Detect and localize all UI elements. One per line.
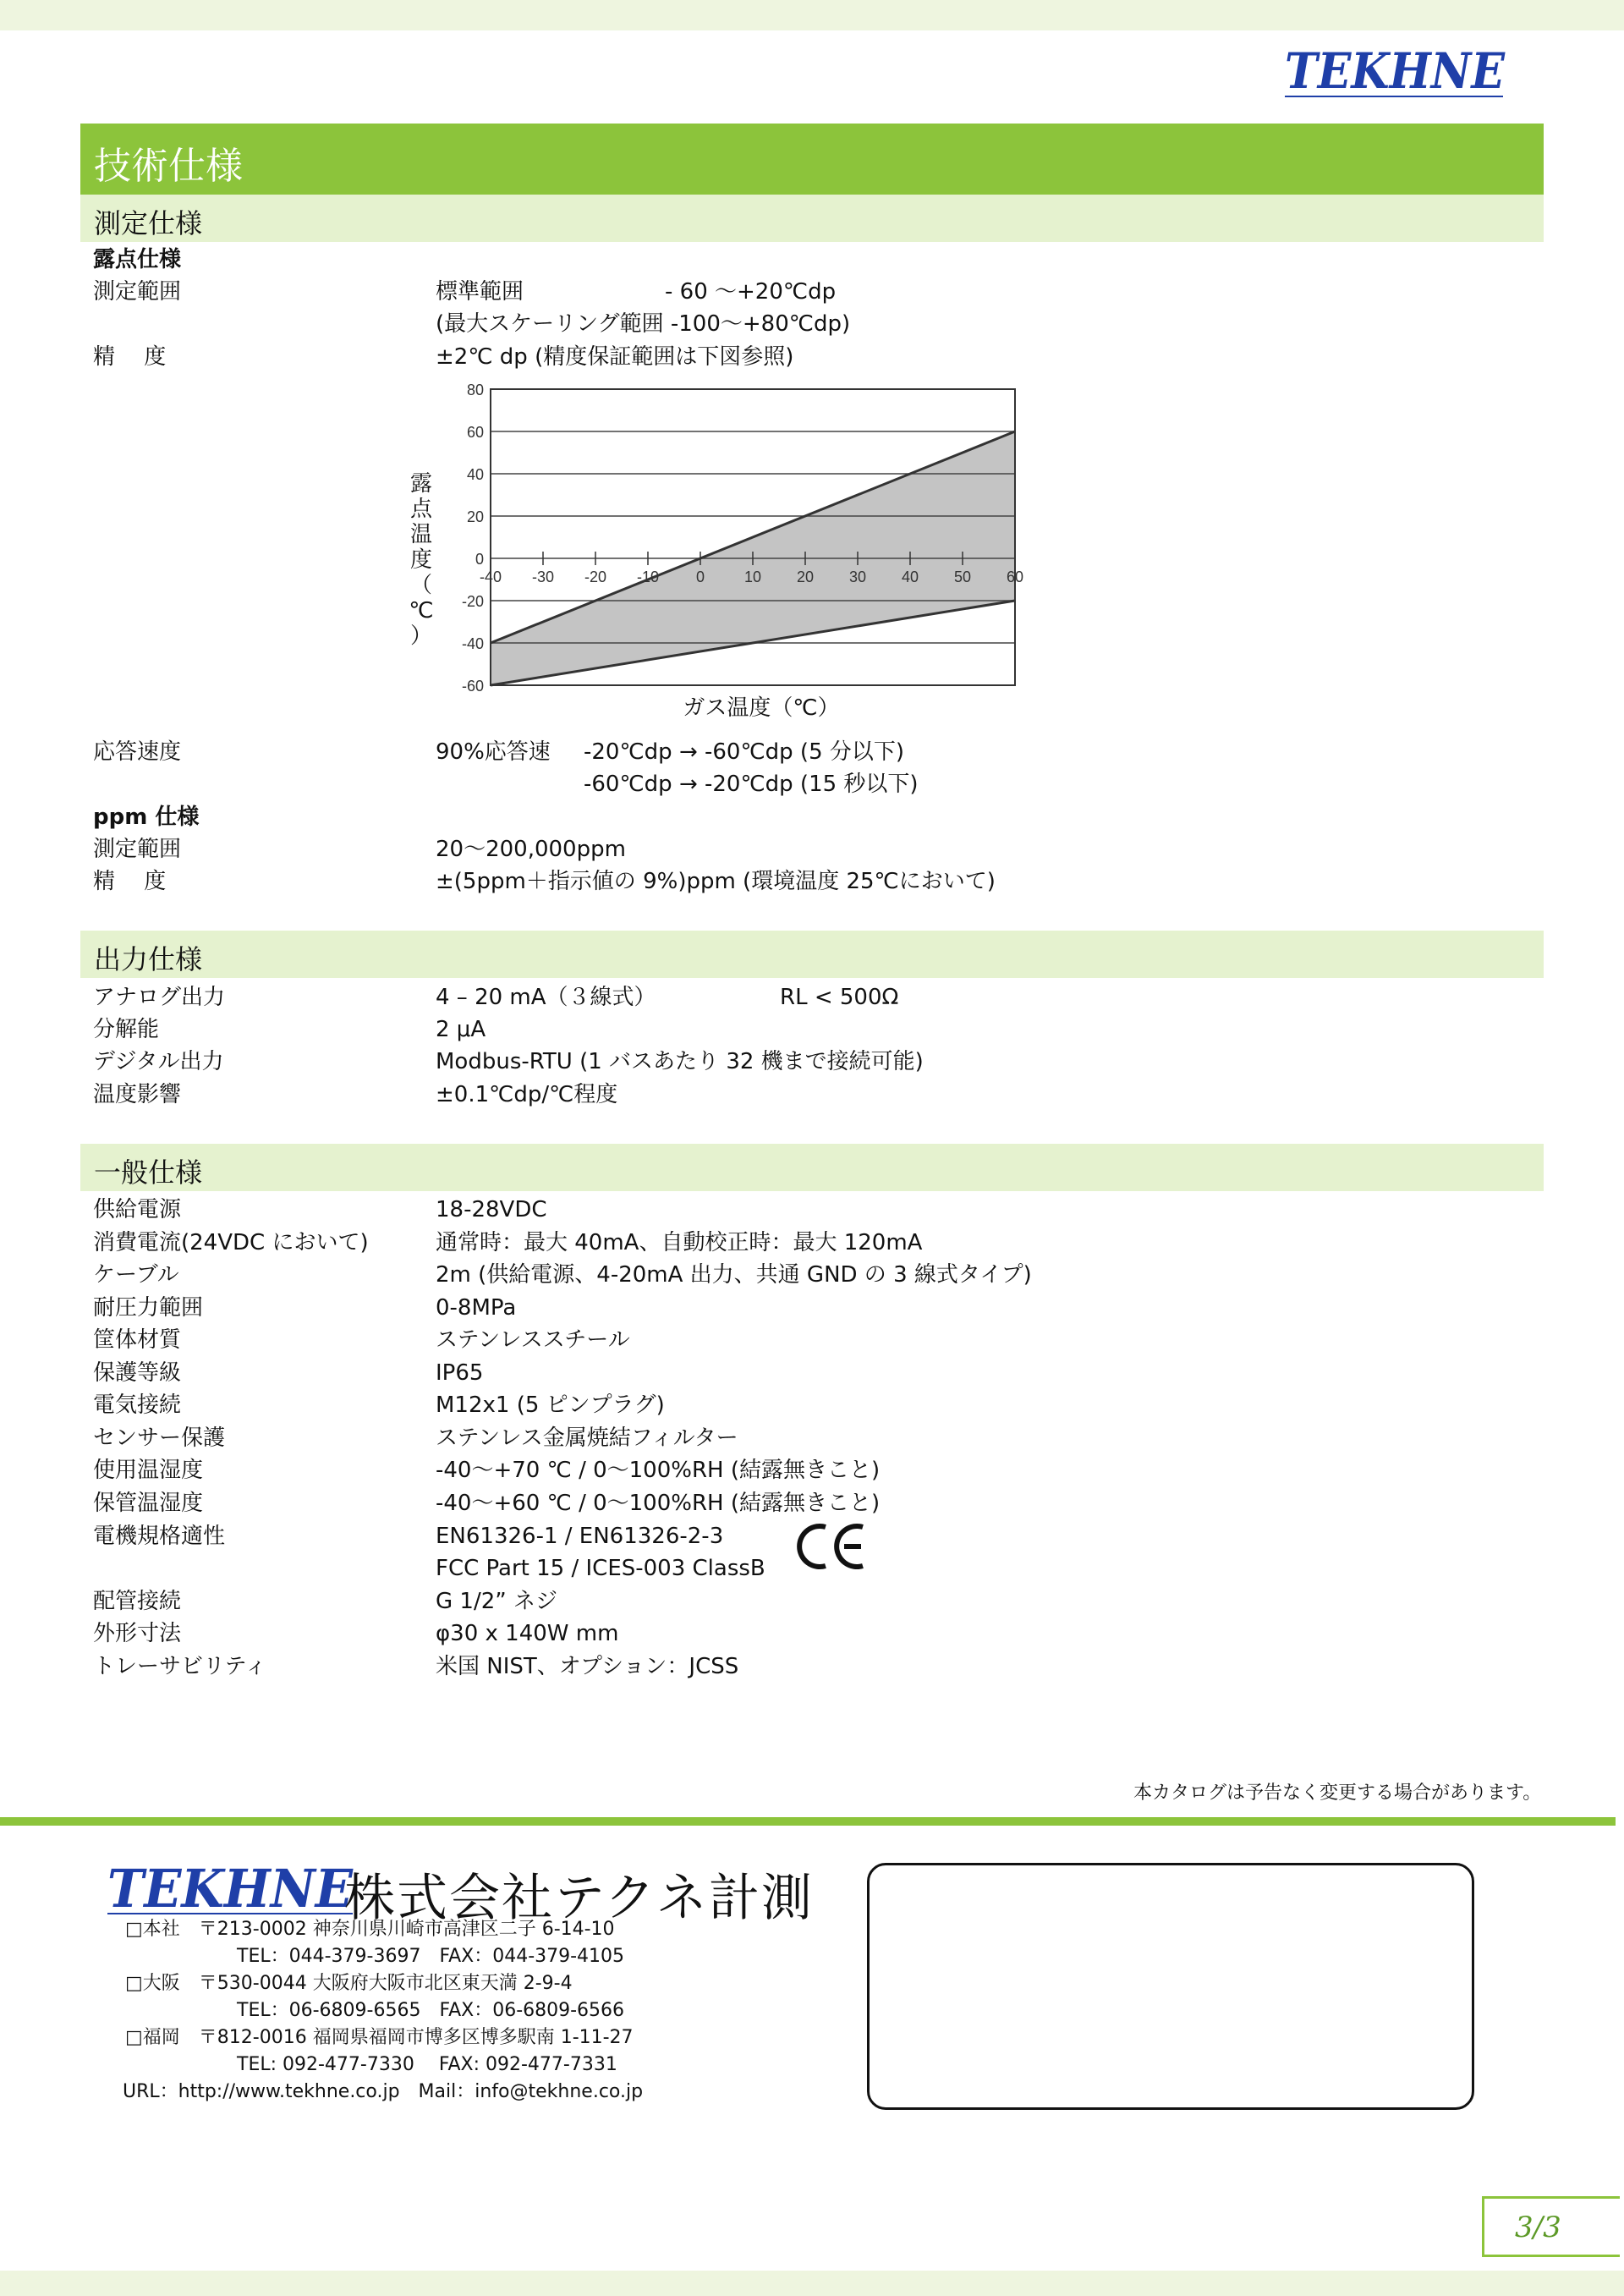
ppm-accuracy-label: 精 度: [93, 869, 167, 894]
general-label: 供給電源: [93, 1197, 182, 1222]
ppm-accuracy-value: ±(5ppm＋指示値の 9%)ppm (環境温度 25℃において): [436, 869, 996, 894]
general-label: トレーサビリティ: [93, 1654, 267, 1679]
address-line: □福岡 〒812-0016 福岡県福岡市博多区博多駅南 1-11-27: [125, 2027, 634, 2048]
y-axis-label-char: ）: [409, 623, 433, 649]
x-tick-label: 10: [743, 569, 762, 585]
y-axis-label-char: 露: [409, 471, 433, 497]
y-tick-label: 20: [466, 508, 484, 525]
general-value: 米国 NIST、オプション：JCSS: [436, 1654, 739, 1679]
general-label: 保管温湿度: [93, 1491, 204, 1516]
dewpoint-accuracy-label: 精 度: [93, 344, 167, 370]
dewpoint-accuracy-value: ±2℃ dp (精度保証範囲は下図参照): [436, 344, 794, 370]
general-value: -40～+70 ℃ / 0～100%RH (結露無きこと): [436, 1458, 881, 1483]
x-tick-label: 50: [953, 569, 972, 585]
y-tick-label: -20: [461, 593, 484, 610]
general-value: IP65: [436, 1360, 484, 1386]
footer-logo-wordmark: TEKHNE: [107, 1859, 354, 1919]
general-value: ステンレススチール: [436, 1327, 630, 1353]
general-label: 使用温湿度: [93, 1458, 204, 1483]
y-tick-label: -60: [461, 678, 484, 695]
general-label: 保護等級: [93, 1360, 182, 1386]
analog-output-label: アナログ出力: [93, 985, 226, 1010]
resolution-label: 分解能: [93, 1017, 160, 1042]
dewpoint-range-label: 測定範囲: [93, 279, 182, 305]
temp-effect-label: 温度影響: [93, 1082, 182, 1107]
ppm-range-value: 20～200,000ppm: [436, 837, 626, 862]
general-label: 電気接続: [93, 1392, 182, 1418]
top-band: [0, 0, 1624, 30]
company-name: 株式会社テクネ計測: [344, 1869, 814, 1928]
general-label: 消費電流(24VDC において): [93, 1230, 369, 1255]
tekhne-logo: [1281, 41, 1510, 102]
analog-output-rl: RL < 500Ω: [780, 985, 899, 1010]
dewpoint-range-value-b: - 60 ～+20℃dp: [665, 279, 837, 305]
x-tick-label: 0: [695, 569, 705, 585]
section-general: [80, 1144, 1544, 1191]
response-label: 応答速度: [93, 739, 182, 765]
general-label: 配管接続: [93, 1589, 182, 1614]
address-line: TEL：06-6809-6565 FAX：06-6809-6566: [237, 2000, 625, 2021]
digital-output-label: デジタル出力: [93, 1049, 224, 1074]
page-title-bar: [80, 124, 1544, 195]
dewpoint-heading: 露点仕様: [93, 247, 182, 272]
section-title: 一般仕様: [94, 1156, 203, 1189]
x-tick-label: -40: [479, 569, 502, 585]
general-label: 外形寸法: [93, 1621, 182, 1646]
page-number-box: [1482, 2196, 1620, 2257]
y-tick-label: -40: [461, 635, 484, 652]
y-tick-label: 0: [475, 551, 484, 568]
general-value: EN61326-1 / EN61326-2-3: [436, 1524, 724, 1549]
general-value: 18-28VDC: [436, 1197, 547, 1222]
y-axis-label-char: 度: [409, 547, 433, 573]
contact-stamp-box: [867, 1863, 1474, 2110]
response-value-2: -60℃dp → -20℃dp (15 秒以下): [584, 772, 919, 797]
address-line: TEL：044-379-3697 FAX：044-379-4105: [237, 1946, 625, 1967]
x-tick-label: -20: [584, 569, 607, 585]
general-label: 耐圧力範囲: [93, 1295, 204, 1321]
catalog-disclaimer: 本カタログは予告なく変更する場合があります。: [1133, 1782, 1542, 1804]
general-label: 電機規格適性: [93, 1524, 226, 1549]
logo-wordmark: TEKHNE: [1285, 42, 1506, 100]
ce-mark-icon: [795, 1519, 868, 1574]
y-axis-label-char: （: [409, 573, 433, 598]
ppm-range-label: 測定範囲: [93, 837, 182, 862]
footer-divider: [0, 1817, 1616, 1826]
y-axis-label-char: 点: [409, 497, 433, 522]
analog-output-value: 4 – 20 mA（３線式）: [436, 985, 656, 1010]
general-value: φ30 x 140W mm: [436, 1621, 619, 1646]
dewpoint-max-range: (最大スケーリング範囲 -100～+80℃dp): [436, 311, 851, 337]
ppm-heading: ppm 仕様: [93, 805, 200, 830]
general-value: 通常時：最大 40mA、自動校正時：最大 120mA: [436, 1230, 923, 1255]
general-value: G 1/2” ネジ: [436, 1589, 557, 1614]
x-tick-label: -30: [531, 569, 555, 585]
general-label: ケーブル: [93, 1262, 179, 1288]
general-label: 筐体材質: [93, 1327, 182, 1353]
digital-output-value: Modbus-RTU (1 バスあたり 32 機まで接続可能): [436, 1049, 924, 1074]
resolution-value: 2 μA: [436, 1017, 486, 1042]
y-tick-label: 40: [466, 466, 484, 483]
url-mail-line: URL：http://www.tekhne.co.jp Mail：info@tekhne.co.jp: [123, 2081, 644, 2102]
temp-effect-value: ±0.1℃dp/℃程度: [436, 1082, 618, 1107]
general-value: ステンレス金属焼結フィルター: [436, 1425, 738, 1451]
section-output: [80, 931, 1544, 978]
general-value: 0-8MPa: [436, 1295, 517, 1321]
y-axis-label-char: 温: [409, 522, 433, 547]
y-tick-label: 80: [466, 382, 484, 398]
x-tick-label: 40: [901, 569, 919, 585]
general-value: FCC Part 15 / ICES-003 ClassB: [436, 1556, 765, 1581]
address-line: □大阪 〒530-0044 大阪府大阪市北区東天満 2-9-4: [125, 1973, 573, 1994]
x-tick-label: -10: [636, 569, 660, 585]
x-axis-label: ガス温度（℃）: [683, 695, 840, 719]
bottom-band: [0, 2271, 1624, 2296]
response-value-b: -20℃dp → -60℃dp (5 分以下): [584, 739, 905, 765]
response-value-a: 90%応答速: [436, 739, 551, 765]
x-tick-label: 20: [796, 569, 815, 585]
general-label: センサー保護: [93, 1425, 226, 1451]
x-tick-label: 30: [848, 569, 867, 585]
address-line: TEL: 092-477-7330 FAX: 092-477-7331: [237, 2054, 617, 2075]
y-tick-label: 60: [466, 424, 484, 441]
page-title: 技術仕様: [94, 145, 243, 188]
accuracy-chart-svg: [398, 381, 1040, 719]
dewpoint-range-value-a: 標準範囲: [436, 279, 524, 305]
x-tick-label: 60: [1006, 569, 1024, 585]
general-value: M12x1 (5 ピンプラグ): [436, 1392, 665, 1418]
section-title: 測定仕様: [94, 207, 203, 239]
general-value: 2m (供給電源、4-20mA 出力、共通 GND の 3 線式タイプ): [436, 1262, 1032, 1288]
general-value: -40～+60 ℃ / 0～100%RH (結露無きこと): [436, 1491, 881, 1516]
address-line: □本社 〒213-0002 神奈川県川崎市高津区二子 6-14-10: [125, 1919, 615, 1940]
section-measurement: [80, 195, 1544, 242]
accuracy-chart: [398, 381, 1040, 719]
footer-tekhne-logo: [107, 1859, 361, 1919]
page-number: 3/3: [1515, 2211, 1561, 2244]
y-axis-label-char: ℃: [409, 598, 434, 623]
section-title: 出力仕様: [94, 943, 203, 975]
